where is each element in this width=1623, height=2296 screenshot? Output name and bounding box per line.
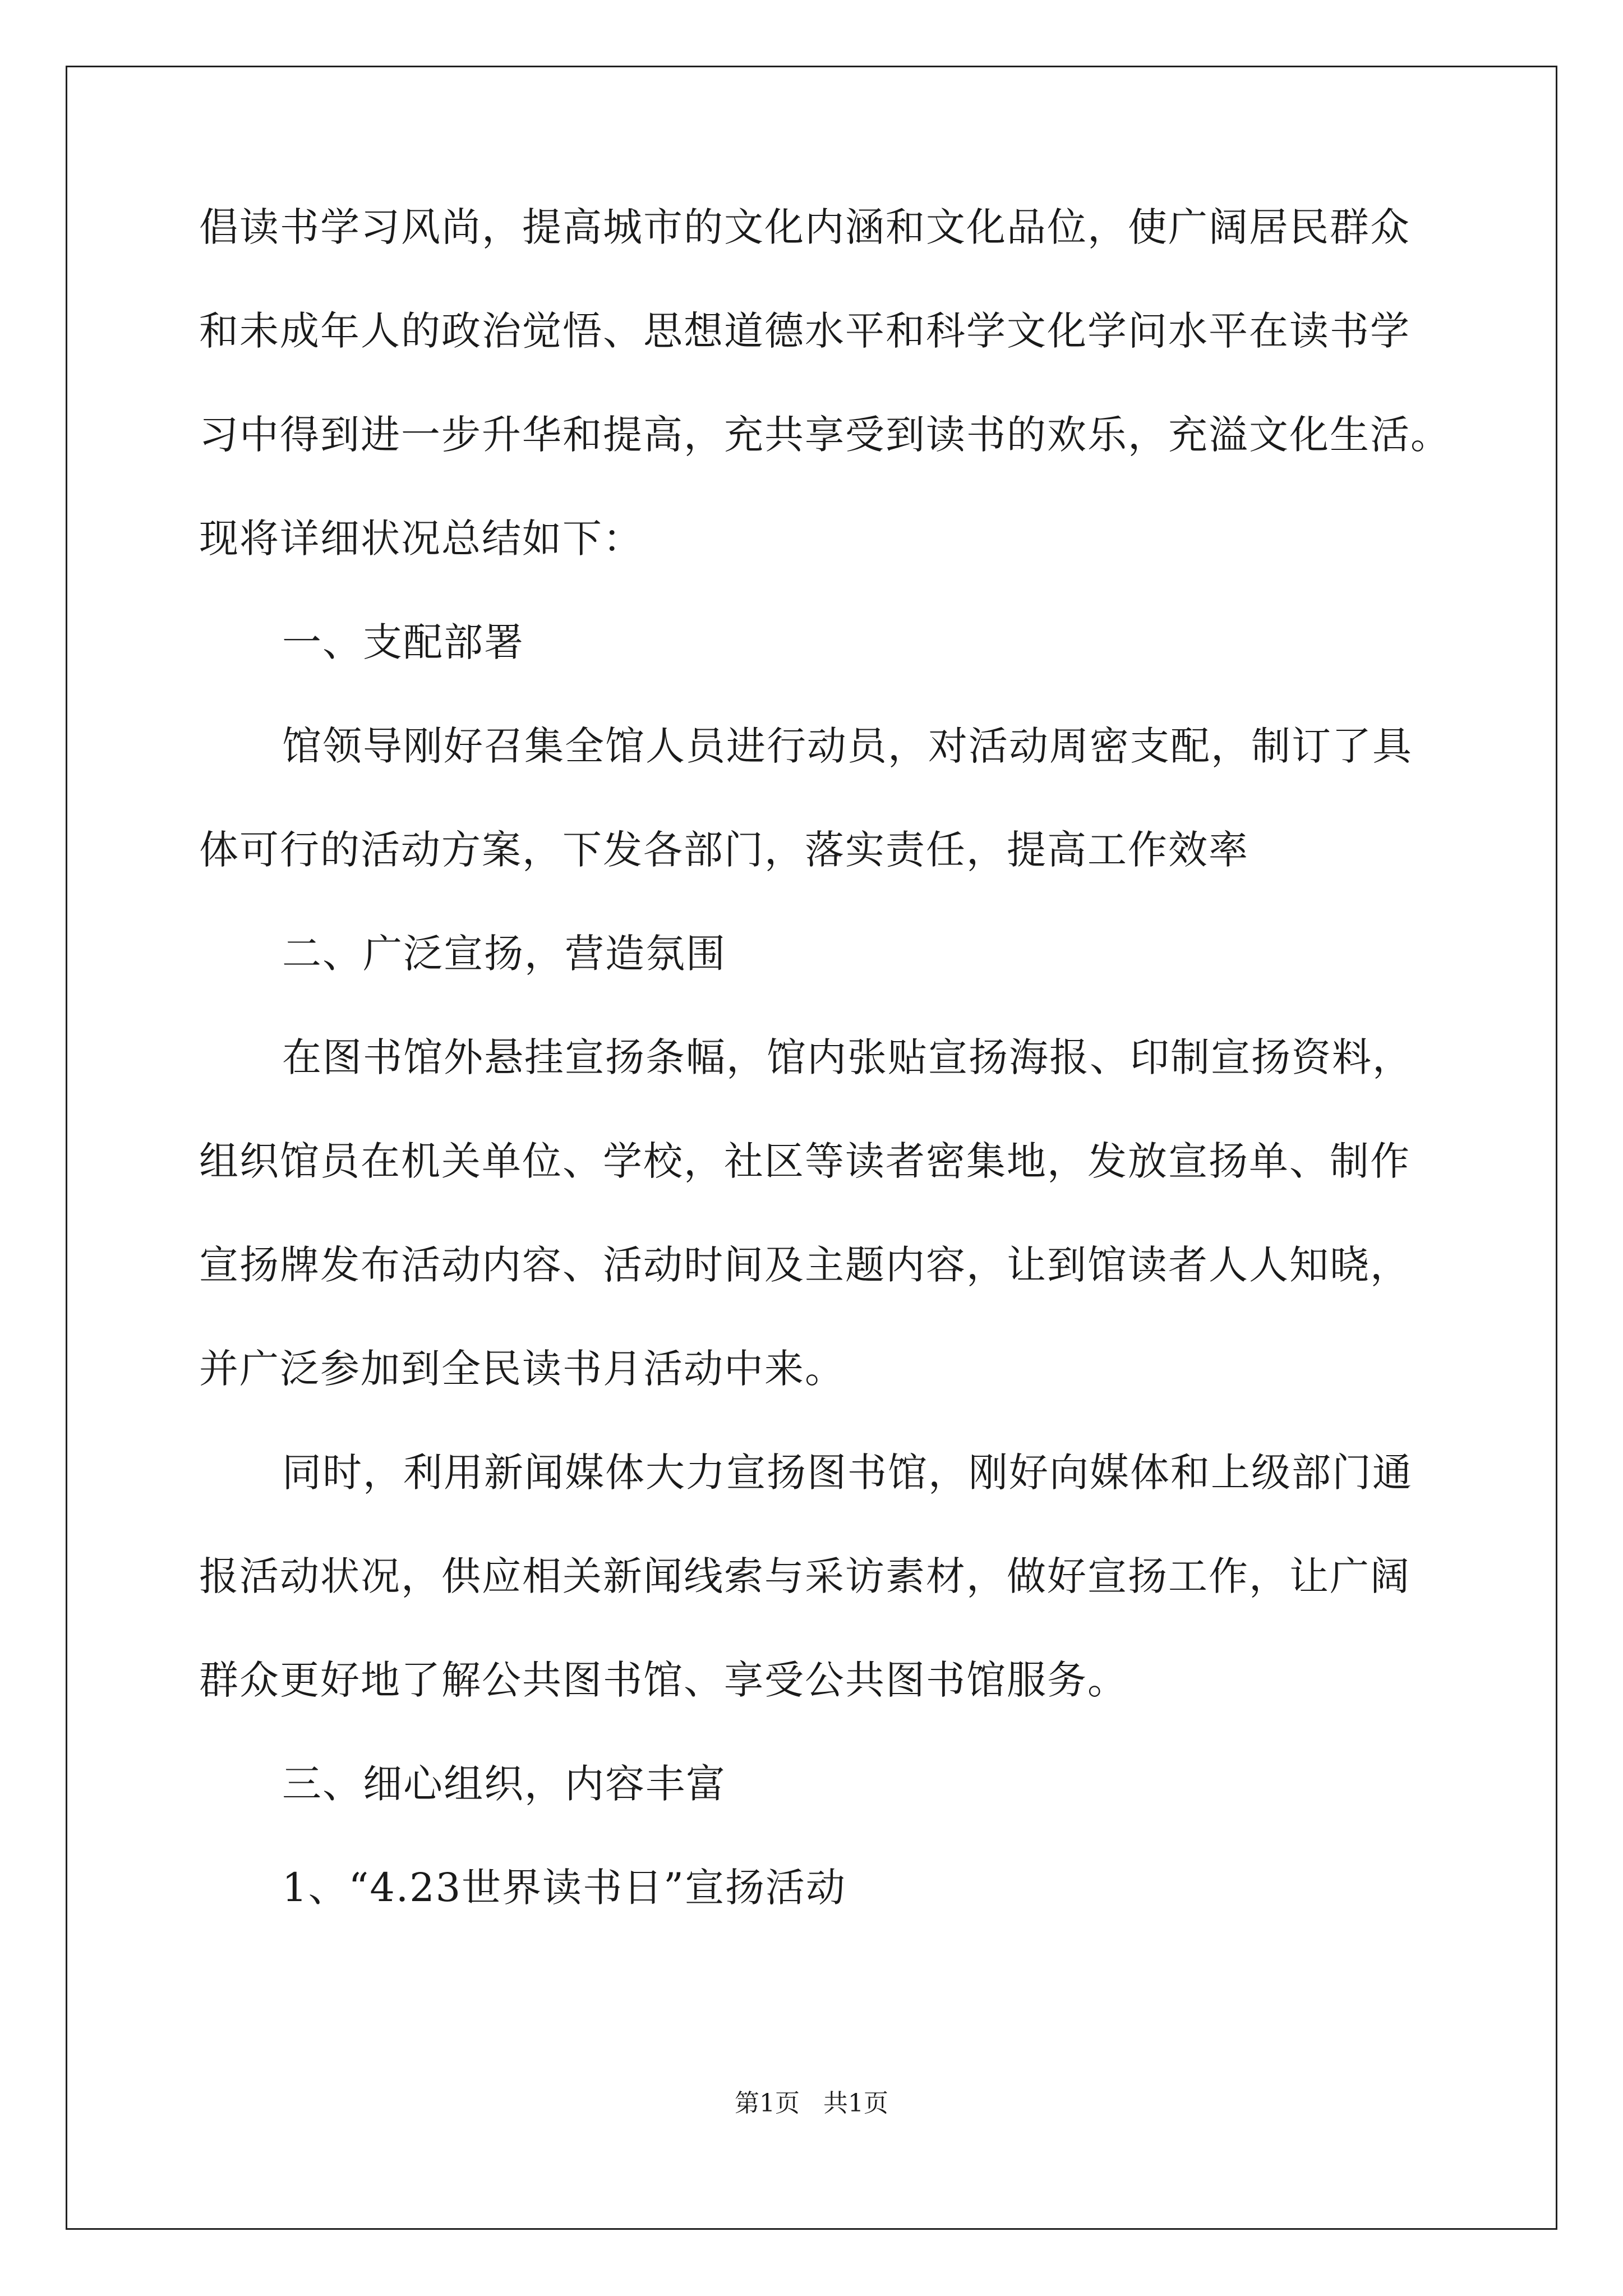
- body-text-line: 组织馆员在机关单位、学校，社区等读者密集地，发放宣扬单、制作: [199, 1138, 1410, 1184]
- body-text-line: 习中得到进一步升华和提高，充共享受到读书的欢乐，充溢文化生活。: [199, 412, 1451, 458]
- section-heading: 三、细心组织，内容丰富: [282, 1761, 726, 1807]
- page-footer: 第1页 共1页: [735, 2089, 888, 2118]
- body-text-line: 群众更好地了解公共图书馆、享受公共图书馆服务。: [199, 1657, 1128, 1703]
- body-text-line: 现将详细状况总结如下：: [199, 516, 643, 562]
- body-text-line: 馆领导刚好召集全馆人员进行动员，对活动周密支配，制订了具: [282, 723, 1413, 769]
- body-text-line: 并广泛参加到全民读书月活动中来。: [199, 1346, 845, 1392]
- body-text-line: 同时，利用新闻媒体大力宣扬图书馆，刚好向媒体和上级部门通: [282, 1450, 1413, 1496]
- body-text-line: 在图书馆外悬挂宣扬条幅，馆内张贴宣扬海报、印制宣扬资料，: [282, 1034, 1413, 1080]
- section-heading: 一、支配部署: [282, 619, 524, 665]
- body-text-line: 倡读书学习风尚，提高城市的文化内涵和文化品位，使广阔居民群众: [199, 204, 1410, 250]
- subsection-heading: 1、“4.23世界读书日”宣扬活动: [282, 1865, 846, 1911]
- body-text-line: 和未成年人的政治觉悟、思想道德水平和科学文化学问水平在读书学: [199, 308, 1410, 354]
- body-text-line: 宣扬牌发布活动内容、活动时间及主题内容，让到馆读者人人知晓，: [199, 1242, 1410, 1288]
- section-heading: 二、广泛宣扬，营造氛围: [282, 931, 726, 977]
- body-text-line: 体可行的活动方案，下发各部门，落实责任，提高工作效率: [199, 827, 1249, 873]
- body-text-line: 报活动状况，供应相关新闻线索与采访素材，做好宣扬工作，让广阔: [199, 1553, 1410, 1599]
